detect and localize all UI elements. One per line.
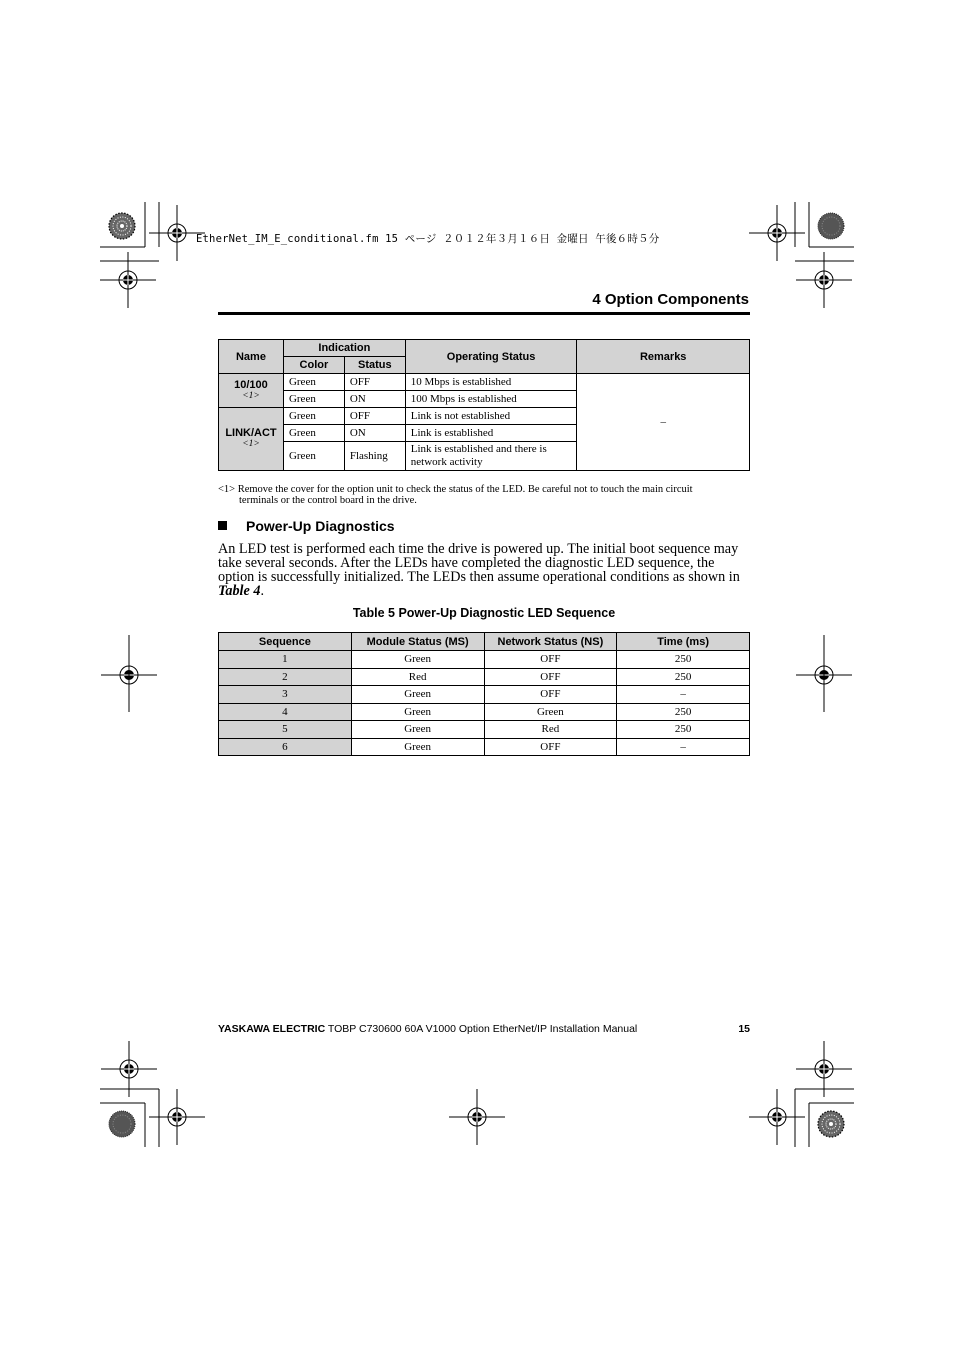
table-row [219,668,750,686]
table-row [219,738,750,756]
footnote [218,484,750,506]
time-cell: – [617,738,750,756]
color-cell: Green [283,374,344,391]
network-status-cell: Red [484,721,617,739]
table-caption: Table 5 Power-Up Diagnostic LED Sequence [352,606,616,620]
subsection-heading [218,518,395,534]
operating-cell: Link is established [405,425,577,442]
network-status-cell: OFF [484,651,617,669]
sequence-cell: 3 [219,686,352,704]
table-header-row [219,633,750,651]
sequence-cell: 4 [219,703,352,721]
led-indicator-table [218,339,750,471]
subsection-title: Power-Up Diagnostics [246,518,395,534]
led-name-cell [219,408,284,471]
footnote-text-line1: Remove the cover for the option unit to check the status of the LED. Be careful not to touch the main circuit [237,484,693,495]
paragraph-end: . [260,583,264,599]
body-paragraph [218,542,750,598]
header-color: Color [283,357,344,374]
network-status-cell: Green [484,703,617,721]
remarks-cell: – [577,374,750,471]
footnote-ref: <1> [242,439,260,449]
header-module-status: Module Status (MS) [351,633,484,651]
page-number: 15 [738,1023,750,1035]
status-cell: ON [344,425,405,442]
footer-document-title: TOBP C730600 60A V1000 Option EtherNet/IP Installation Manual [325,1023,638,1035]
network-status-cell: OFF [484,686,617,704]
sequence-cell: 5 [219,721,352,739]
footnote-text-line2: terminals or the control board in the drive. [239,495,417,506]
module-status-cell: Red [351,668,484,686]
header-name: Name [219,340,284,374]
power-up-sequence-table [218,632,750,756]
sequence-cell: 1 [219,651,352,669]
operating-cell: Link is established and there is network activity [405,442,577,471]
paragraph-text: An LED test is performed each time the drive is powered up. The initial boot sequence may take several seconds. After the LEDs have completed the diagnostic LED sequence, the option is successfully initialized. The LEDs then assume operational conditions as shown in [218,541,740,585]
table-row [219,374,750,391]
module-status-cell: Green [351,721,484,739]
operating-cell: 10 Mbps is established [405,374,577,391]
header-sequence: Sequence [219,633,352,651]
sequence-cell: 6 [219,738,352,756]
header-indication: Indication [283,340,405,357]
header-status: Status [344,357,405,374]
footnote-ref: <1> [218,484,236,495]
operating-cell: Link is not established [405,408,577,425]
status-cell: ON [344,391,405,408]
time-cell: – [617,686,750,704]
grey-target-top-right [818,213,844,239]
status-cell: OFF [344,374,405,391]
footer-brand: YASKAWA ELECTRIC [218,1023,326,1035]
network-status-cell: OFF [484,738,617,756]
header-network-status: Network Status (NS) [484,633,617,651]
time-cell: 250 [617,668,750,686]
time-cell: 250 [617,721,750,739]
module-status-cell: Green [351,738,484,756]
header-remarks: Remarks [577,340,750,374]
time-cell: 250 [617,703,750,721]
footnote-ref: <1> [242,390,260,401]
header-operating-status: Operating Status [405,340,577,374]
led-name-cell [219,374,284,408]
color-cell: Green [283,425,344,442]
color-cell: Green [283,391,344,408]
table-reference: Table 4 [218,583,261,599]
file-header: EtherNet_IM_E_conditional.fm 15 ページ ２０１２年３月１６日 金曜日 午後６時５分 [196,233,660,245]
module-status-cell: Green [351,651,484,669]
page-footer [218,1023,750,1035]
color-cell: Green [283,408,344,425]
led-name: LINK/ACT [225,427,277,439]
module-status-cell: Green [351,703,484,721]
sequence-cell: 2 [219,668,352,686]
time-cell: 250 [617,651,750,669]
table-row [219,703,750,721]
table-row [219,721,750,739]
star-target-bottom-right [818,1111,844,1137]
table-row [219,686,750,704]
grey-target-bottom-left [109,1111,135,1137]
network-status-cell: OFF [484,668,617,686]
color-cell: Green [283,442,344,471]
operating-cell: 100 Mbps is established [405,391,577,408]
status-cell: Flashing [344,442,405,471]
status-cell: OFF [344,408,405,425]
module-status-cell: Green [351,686,484,704]
title-rule [218,312,750,315]
led-name: 10/100 [234,378,268,391]
star-target-top-left [109,213,135,239]
square-bullet-icon [218,521,227,530]
table-row [219,651,750,669]
header-time: Time (ms) [617,633,750,651]
section-title: 4 Option Components [592,291,749,308]
